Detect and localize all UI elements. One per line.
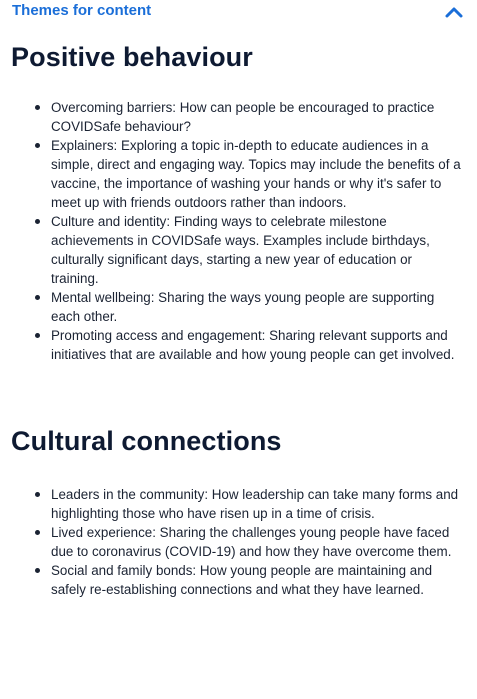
list-item-text: Mental wellbeing: Sharing the ways young people are supporting each other. bbox=[51, 290, 435, 324]
list-item bbox=[0, 523, 477, 561]
positive-behaviour-list bbox=[0, 98, 477, 364]
bullet-icon bbox=[35, 492, 40, 497]
accordion-header[interactable] bbox=[0, 0, 477, 24]
list-item-text: Leaders in the community: How leadership can take many forms and highlighting those who have risen up in a time of crisis. bbox=[51, 487, 459, 521]
list-item-text: Social and family bonds: How young people are maintaining and safely re-establishing connections and what they have learned. bbox=[51, 563, 433, 597]
section-heading-cultural-connections: Cultural connections bbox=[11, 426, 282, 456]
list-item bbox=[0, 136, 477, 212]
list-item-text: Culture and identity: Finding ways to celebrate milestone achievements in COVIDSafe ways. Examples include birthdays, culturally significant days, starting a new year of education or training. bbox=[51, 214, 430, 286]
list-item bbox=[0, 98, 477, 136]
bullet-icon bbox=[35, 530, 40, 535]
bullet-icon bbox=[35, 105, 40, 110]
bullet-icon bbox=[35, 333, 40, 338]
list-item bbox=[0, 485, 477, 523]
list-item-text: Promoting access and engagement: Sharing relevant supports and initiatives that are available and how young people can get involved. bbox=[51, 328, 455, 362]
list-item bbox=[0, 212, 477, 288]
list-item-text: Lived experience: Sharing the challenges young people have faced due to coronavirus (COVID-19) and how they have overcome them. bbox=[51, 525, 452, 559]
list-item bbox=[0, 561, 477, 599]
section-heading-positive-behaviour: Positive behaviour bbox=[11, 42, 253, 72]
bullet-icon bbox=[35, 568, 40, 573]
accordion-title: Themes for content bbox=[12, 2, 152, 19]
chevron-up-icon[interactable] bbox=[444, 4, 464, 20]
bullet-icon bbox=[35, 219, 40, 224]
bullet-icon bbox=[35, 143, 40, 148]
list-item bbox=[0, 326, 477, 364]
list-item-text: Explainers: Exploring a topic in-depth to educate audiences in a simple, direct and engaging way. Topics may include the benefits of a vaccine, the importance of washing your hands or why it's safer to meet up with friends outdoors rather than indoors. bbox=[51, 138, 461, 210]
list-item bbox=[0, 288, 477, 326]
cultural-connections-list bbox=[0, 485, 477, 599]
list-item-text: Overcoming barriers: How can people be encouraged to practice COVIDSafe behaviour? bbox=[51, 100, 435, 134]
bullet-icon bbox=[35, 295, 40, 300]
